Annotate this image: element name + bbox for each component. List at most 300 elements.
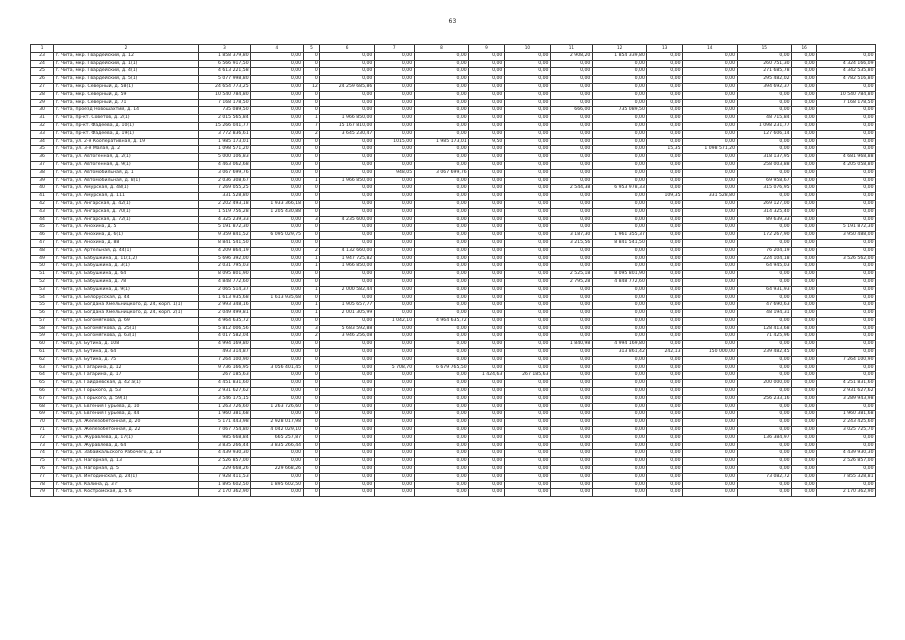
table-row [31, 302, 876, 310]
value-cell: 7 264 100,90 [198, 356, 250, 364]
address-cell: г. Чита, ул. Автомобильная, д. 8(1) [54, 177, 199, 185]
value-cell: 0,00 [792, 169, 817, 177]
value-cell: 0,00 [374, 466, 414, 474]
value-cell: 269 127,00 [737, 200, 792, 208]
table-row [31, 286, 876, 294]
row-number-cell: 31 [31, 115, 54, 123]
value-cell: 0,00 [469, 232, 505, 240]
value-cell: 4 964 635,72 [198, 317, 250, 325]
value-cell: 0,00 [469, 91, 505, 99]
value-cell: 0,00 [647, 224, 683, 232]
value-cell: 0,00 [320, 154, 375, 162]
address-cell: г. Чита, ул. Горького, д. 59(1) [54, 395, 199, 403]
value-cell: 3 056 401,45 [251, 364, 303, 372]
value-cell: 128 413,68 [737, 325, 792, 333]
value-cell: 0,00 [504, 208, 550, 216]
value-cell: 0,00 [550, 169, 592, 177]
value-cell: 0,00 [550, 380, 592, 388]
value-cell: 0,00 [414, 356, 469, 364]
value-cell: 0,00 [504, 481, 550, 489]
value-cell: 0,00 [683, 434, 738, 442]
value-cell: 0,00 [251, 177, 303, 185]
value-cell: 0,00 [647, 356, 683, 364]
value-cell: 0,00 [504, 294, 550, 302]
value-cell: 0,00 [792, 161, 817, 169]
value-cell: 0,00 [737, 193, 792, 201]
table-row [31, 115, 876, 123]
value-cell: 0,00 [469, 68, 505, 76]
value-cell: 260 751,30 [737, 60, 792, 68]
value-cell: 1 [303, 263, 320, 271]
value-cell: 0 [303, 154, 320, 162]
value-cell: 271 685,78 [737, 68, 792, 76]
value-cell: 0,00 [592, 388, 647, 396]
value-cell: 0,00 [414, 60, 469, 68]
value-cell: 3 946 256,08 [320, 333, 375, 341]
value-cell: 0,00 [592, 442, 647, 450]
value-cell: 0,00 [469, 473, 505, 481]
value-cell: 0,00 [737, 411, 792, 419]
value-cell: 0,00 [469, 185, 505, 193]
value-cell: 0,00 [792, 232, 817, 240]
value-cell: 0,00 [647, 325, 683, 333]
value-cell: 0,00 [737, 481, 792, 489]
value-cell: 0,00 [647, 380, 683, 388]
value-cell: 0,00 [374, 193, 414, 201]
value-cell: 1 985 173,01 [198, 138, 250, 146]
value-cell: 0,00 [320, 91, 375, 99]
value-cell: 7 [303, 122, 320, 130]
value-cell: 0,00 [504, 255, 550, 263]
value-cell: 0,00 [817, 286, 876, 294]
value-cell: 0,00 [647, 466, 683, 474]
value-cell: 0,00 [817, 333, 876, 341]
value-cell: 0,00 [374, 161, 414, 169]
value-cell: 229 668,26 [198, 466, 250, 474]
row-number-cell: 29 [31, 99, 54, 107]
value-cell: 0,00 [320, 442, 375, 450]
value-cell: 0,00 [792, 208, 817, 216]
value-cell: 0 [303, 232, 320, 240]
value-cell: 0,00 [320, 278, 375, 286]
value-cell: 0,00 [251, 60, 303, 68]
value-cell: 0,00 [251, 185, 303, 193]
value-cell: 0,00 [737, 364, 792, 372]
column-number: 14 [683, 45, 738, 53]
value-cell: 0,00 [320, 232, 375, 240]
value-cell: 2 202 493,18 [198, 200, 250, 208]
value-cell: 0,00 [817, 325, 876, 333]
value-cell: 0,00 [251, 122, 303, 130]
row-number-cell: 76 [31, 466, 54, 474]
value-cell: 0,00 [683, 239, 738, 247]
value-cell: 0,00 [817, 146, 876, 154]
value-cell: 0,00 [414, 341, 469, 349]
value-cell: 7 067 754,80 [198, 427, 250, 435]
value-cell: 0,00 [550, 466, 592, 474]
value-cell: 0,00 [647, 200, 683, 208]
row-number-cell: 60 [31, 341, 54, 349]
value-cell: 0,00 [320, 52, 375, 60]
value-cell: 3 289 943,98 [817, 395, 876, 403]
address-cell: г. Чита, ул. Железобетонная, д. 20 [54, 419, 199, 427]
value-cell: 1 205 430,88 [251, 208, 303, 216]
value-cell: 0,00 [550, 395, 592, 403]
table-row [31, 169, 876, 177]
value-cell: 0,00 [469, 60, 505, 68]
value-cell: 4 439 930,30 [817, 450, 876, 458]
value-cell: 735 089,50 [198, 107, 250, 115]
value-cell: 0 [303, 208, 320, 216]
value-cell: 0,00 [504, 99, 550, 107]
value-cell: 0,00 [550, 99, 592, 107]
value-cell: 0,00 [504, 302, 550, 310]
value-cell: 0 [303, 442, 320, 450]
value-cell: 0,00 [792, 325, 817, 333]
value-cell: 0,00 [647, 154, 683, 162]
value-cell: 0,00 [647, 208, 683, 216]
value-cell: 0,00 [469, 411, 505, 419]
value-cell: 0,00 [320, 372, 375, 380]
value-cell: 0,00 [592, 419, 647, 427]
value-cell: 172 267,90 [737, 232, 792, 240]
value-cell: 0,00 [592, 83, 647, 91]
row-number-cell: 57 [31, 317, 54, 325]
value-cell: 0,00 [817, 208, 876, 216]
value-cell: 0,00 [414, 107, 469, 115]
value-cell: 0,00 [683, 388, 738, 396]
value-cell: 0,00 [683, 278, 738, 286]
table-row [31, 310, 876, 318]
value-cell: 0,00 [251, 130, 303, 138]
value-cell: 7 855 328,81 [817, 473, 876, 481]
value-cell: 2 525,18 [550, 271, 592, 279]
value-cell: 0,00 [251, 310, 303, 318]
value-cell: 2 000 582,44 [320, 286, 375, 294]
value-cell: 1 098 571,20 [198, 146, 250, 154]
value-cell: 4 994 169,80 [592, 341, 647, 349]
value-cell: 0,00 [737, 372, 792, 380]
row-number-cell: 73 [31, 442, 54, 450]
value-cell: 0,00 [647, 481, 683, 489]
address-cell: г. Чита, пр-кт. Фадеева, д. 19(1) [54, 130, 199, 138]
value-cell: 1 905 657,77 [320, 302, 375, 310]
value-cell: 89 639,33 [737, 216, 792, 224]
value-cell: 0,00 [469, 247, 505, 255]
value-cell: 315 076,95 [737, 185, 792, 193]
value-cell: 0,00 [414, 403, 469, 411]
value-cell: 3 025 725,70 [817, 427, 876, 435]
address-cell: г. Чита, проезд Новошахтий, д. 14 [54, 107, 199, 115]
address-cell: г. Чита, ул. Богомягкова, д. 63(1) [54, 333, 199, 341]
value-cell: 0,00 [374, 419, 414, 427]
value-cell: 0,00 [504, 489, 550, 497]
value-cell: 0,00 [550, 255, 592, 263]
value-cell: 0,00 [817, 115, 876, 123]
value-cell: 4 451 831,60 [198, 380, 250, 388]
value-cell: 0,00 [469, 224, 505, 232]
value-cell: 0,00 [504, 278, 550, 286]
value-cell: 0,00 [374, 177, 414, 185]
value-cell: 0,00 [647, 122, 683, 130]
value-cell: 0,00 [737, 107, 792, 115]
value-cell: 0,00 [414, 434, 469, 442]
value-cell: 0,00 [414, 154, 469, 162]
value-cell: 0,00 [251, 161, 303, 169]
value-cell: 64 931,93 [737, 286, 792, 294]
value-cell: 3 [303, 325, 320, 333]
value-cell: 0,00 [374, 224, 414, 232]
value-cell: 1 613 935,68 [251, 294, 303, 302]
value-cell: 0,00 [414, 395, 469, 403]
row-number-cell: 67 [31, 395, 54, 403]
value-cell: 0,00 [683, 185, 738, 193]
value-cell: 0,00 [469, 99, 505, 107]
value-cell: 4 439 930,30 [198, 450, 250, 458]
address-cell: г. Чита, ул. Ингодинская, д. 24(1) [54, 473, 199, 481]
value-cell: 0,00 [817, 317, 876, 325]
value-cell: 0,00 [374, 278, 414, 286]
value-cell: 3 645 230,47 [320, 130, 375, 138]
value-cell: 0,00 [374, 427, 414, 435]
column-number: 8 [414, 45, 469, 53]
value-cell: 0,00 [374, 52, 414, 60]
table-row [31, 161, 876, 169]
value-cell: 0,00 [469, 271, 505, 279]
column-number [817, 45, 876, 53]
value-cell: 0,00 [792, 200, 817, 208]
value-cell: 0,00 [550, 442, 592, 450]
address-cell: г. Чита, ул. Калина, д. 3 г [54, 481, 199, 489]
value-cell: 1 960 381,68 [817, 411, 876, 419]
column-number: 12 [592, 45, 647, 53]
value-cell: 73 082,72 [737, 473, 792, 481]
table-row [31, 107, 876, 115]
column-number: 9 [469, 45, 505, 53]
value-cell: 0,00 [592, 286, 647, 294]
column-number: 3 [198, 45, 250, 53]
value-cell: 0,00 [374, 99, 414, 107]
value-cell: 295 482,02 [737, 76, 792, 84]
value-cell: 0,00 [683, 91, 738, 99]
row-number-cell: 66 [31, 388, 54, 396]
value-cell: 0,00 [320, 161, 375, 169]
value-cell: 0,00 [414, 419, 469, 427]
value-cell: 3 546 175,15 [198, 395, 250, 403]
value-cell: 0,00 [592, 99, 647, 107]
value-cell: 0,00 [647, 232, 683, 240]
table-row [31, 427, 876, 435]
value-cell: 0,00 [592, 177, 647, 185]
value-cell: 0,00 [592, 372, 647, 380]
value-cell: 0,00 [374, 146, 414, 154]
value-cell: 7 264 100,90 [817, 356, 876, 364]
value-cell: 0,00 [550, 208, 592, 216]
value-cell: 0,00 [737, 341, 792, 349]
value-cell: 0,00 [414, 427, 469, 435]
table-row [31, 83, 876, 91]
value-cell: 0,00 [683, 364, 738, 372]
value-cell: 0,00 [469, 333, 505, 341]
value-cell: 0,00 [550, 356, 592, 364]
value-cell: 3 526 562,00 [817, 255, 876, 263]
value-cell: 0,00 [792, 333, 817, 341]
value-cell: 0,00 [592, 427, 647, 435]
table-row [31, 60, 876, 68]
value-cell: 0,00 [374, 68, 414, 76]
address-cell: г. Чита, ул. Горького, д. 53 [54, 388, 199, 396]
table-row [31, 99, 876, 107]
value-cell: 4 463 062,68 [198, 161, 250, 169]
value-cell: 0,00 [550, 317, 592, 325]
value-cell: 0,00 [374, 200, 414, 208]
value-cell: 0,00 [469, 388, 505, 396]
value-cell: 0,00 [504, 356, 550, 364]
value-cell: 5 000 106,83 [198, 154, 250, 162]
value-cell: 1 895 602,50 [198, 481, 250, 489]
value-cell: 0,00 [683, 286, 738, 294]
value-cell: 0,00 [737, 356, 792, 364]
value-cell: 0 [303, 458, 320, 466]
value-cell: 0,00 [550, 76, 592, 84]
column-number: 16 [792, 45, 817, 53]
value-cell: 0,00 [592, 302, 647, 310]
address-cell: г. Чита, ул. Бутина, д. 64 [54, 349, 199, 357]
value-cell: 0,00 [647, 333, 683, 341]
value-cell: 1 [303, 255, 320, 263]
value-cell: 0,00 [737, 99, 792, 107]
value-cell: 0,00 [817, 138, 876, 146]
value-cell: 0,00 [504, 91, 550, 99]
address-cell: г. Чита, ул. Нагорная, д. 5 [54, 466, 199, 474]
value-cell: 0 [303, 193, 320, 201]
value-cell: 0,00 [817, 403, 876, 411]
table-row [31, 271, 876, 279]
value-cell: 1 098 231,77 [737, 122, 792, 130]
value-cell: 0,00 [374, 473, 414, 481]
value-cell: 0,00 [683, 130, 738, 138]
address-cell: г. Чита, мкр. Гвардейский, д. 4(1) [54, 68, 199, 76]
value-cell: 0,00 [320, 473, 375, 481]
value-cell: 1015,00 [374, 138, 414, 146]
row-number-cell: 49 [31, 255, 54, 263]
value-cell: 0,00 [647, 419, 683, 427]
value-cell: 0 [303, 278, 320, 286]
value-cell: 0,00 [550, 419, 592, 427]
value-cell: 267 185,63 [198, 372, 250, 380]
value-cell: 5 683 592,88 [320, 325, 375, 333]
value-cell: 0,00 [414, 302, 469, 310]
value-cell: 0,00 [683, 380, 738, 388]
value-cell: 2 [303, 130, 320, 138]
table-row [31, 333, 876, 341]
value-cell: 8 841 541,50 [198, 239, 250, 247]
value-cell: 331 528,80 [198, 193, 250, 201]
value-cell: 0 [303, 411, 320, 419]
value-cell: 2 015 565,84 [198, 115, 250, 123]
value-cell: 2 [303, 333, 320, 341]
value-cell: 0,00 [592, 403, 647, 411]
value-cell: 1 613 935,68 [198, 294, 250, 302]
address-cell: г. Чита, ул. Богдана Хмельницкого, д. 24, корп. 1(1) [54, 302, 199, 310]
table-row [31, 216, 876, 224]
value-cell: 0,00 [683, 466, 738, 474]
value-cell: 1 [303, 286, 320, 294]
value-cell: 0 [303, 107, 320, 115]
value-cell: 0,00 [469, 200, 505, 208]
table-row [31, 68, 876, 76]
value-cell: 0,00 [647, 161, 683, 169]
value-cell: 1 966 850,00 [320, 115, 375, 123]
value-cell: 0 [303, 489, 320, 497]
value-cell: 0,00 [647, 52, 683, 60]
value-cell: 0,00 [320, 68, 375, 76]
value-cell: 0,00 [817, 52, 876, 60]
value-cell: 0,00 [414, 99, 469, 107]
value-cell: 0,00 [817, 130, 876, 138]
value-cell: 0,00 [251, 83, 303, 91]
value-cell: 0,00 [792, 458, 817, 466]
value-cell: 4 613 221,58 [198, 68, 250, 76]
value-cell: 0,00 [592, 130, 647, 138]
value-cell: 0,00 [374, 434, 414, 442]
value-cell: 0,00 [320, 380, 375, 388]
value-cell: 0,00 [647, 177, 683, 185]
value-cell: 4 848 772,60 [198, 278, 250, 286]
table-row [31, 224, 876, 232]
row-number-cell: 24 [31, 60, 54, 68]
value-cell: 0,00 [792, 115, 817, 123]
value-cell: 229 668,26 [251, 466, 303, 474]
value-cell: 0,00 [817, 271, 876, 279]
value-cell: 0,00 [792, 177, 817, 185]
value-cell: 0,00 [374, 349, 414, 357]
value-cell: 0,00 [792, 356, 817, 364]
value-cell: 0,00 [683, 458, 738, 466]
value-cell: 0,00 [504, 286, 550, 294]
value-cell: 0,00 [550, 247, 592, 255]
value-cell: 0,00 [414, 76, 469, 84]
value-cell: 0,00 [647, 239, 683, 247]
value-cell: 0,00 [414, 161, 469, 169]
row-number-cell: 59 [31, 333, 54, 341]
value-cell: 0,00 [374, 91, 414, 99]
column-number: 6 [320, 45, 375, 53]
value-cell: 0,00 [251, 216, 303, 224]
value-cell: 0,00 [550, 216, 592, 224]
value-cell: 0,00 [737, 146, 792, 154]
value-cell: 0,00 [374, 208, 414, 216]
value-cell: 0 [303, 364, 320, 372]
table-row [31, 263, 876, 271]
value-cell: 0,00 [504, 333, 550, 341]
address-cell: г. Чита, ул. Богдана Хмельницкого, д. 24, корп. 2(1) [54, 310, 199, 318]
value-cell: 0,00 [792, 107, 817, 115]
column-number: 4 [251, 45, 303, 53]
value-cell: 0,00 [414, 380, 469, 388]
value-cell: 2 928 017,98 [251, 419, 303, 427]
value-cell: 0,00 [792, 419, 817, 427]
value-cell: 6 095 029,75 [251, 232, 303, 240]
value-cell: 1 098 571,20 [683, 146, 738, 154]
value-cell: 4 205 058,80 [817, 161, 876, 169]
table-row [31, 356, 876, 364]
address-cell: г. Чита, ул. Бабушкина, д. 3(1) [54, 263, 199, 271]
value-cell: 0,00 [737, 278, 792, 286]
value-cell: 0,00 [550, 115, 592, 123]
value-cell: 0,00 [251, 286, 303, 294]
value-cell: 2 031 795,03 [198, 263, 250, 271]
